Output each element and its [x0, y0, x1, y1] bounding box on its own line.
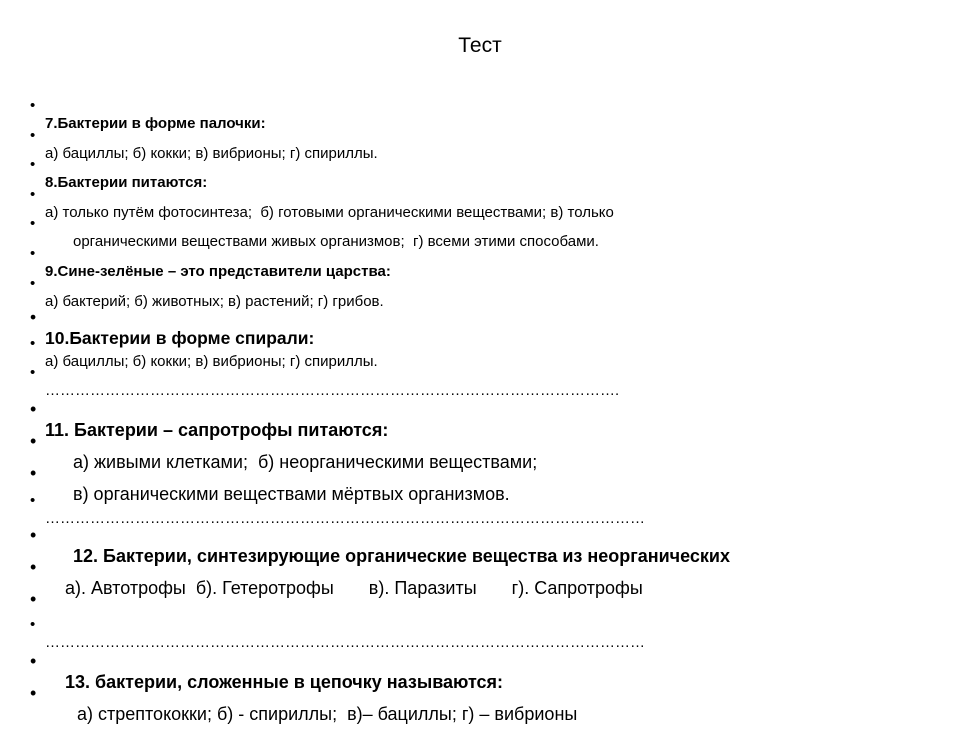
question-10-heading: 10.Бактерии в форме спирали: — [45, 328, 315, 348]
question-12-heading: 12. Бактерии, синтезирующие органические вещества из неорганических — [73, 546, 730, 567]
bullet-icon: • — [30, 462, 37, 483]
question-13-heading: 13. бактерии, сложенные в цепочку называются: — [65, 672, 504, 693]
question-11-options-1: а) живыми клетками; б) неорганическими веществами; — [73, 452, 538, 473]
question-13-options: а) стрептококки; б) - спириллы; в)– бациллы; г) – вибрионы — [77, 704, 578, 725]
bullet-icon: • — [30, 492, 36, 509]
question-11-heading: 11. Бактерии – сапротрофы питаются: — [45, 420, 389, 441]
dotted-line: ………………………………………………………………………………………………………… — [45, 634, 645, 651]
dotted-line: ………………………………………………………………………………………………………… — [45, 510, 645, 527]
bullet-icon: • — [30, 245, 36, 262]
question-8-options: а) только путём фотосинтеза; б) готовыми органическими веществами; в) только — [45, 204, 614, 221]
bullet-icon: • — [30, 215, 36, 232]
bullet-icon: • — [30, 398, 37, 419]
bullet-icon: • — [30, 650, 37, 671]
bullet-icon: • — [30, 430, 37, 451]
bullet-icon: • — [30, 364, 36, 381]
question-9-options: а) бактерий; б) животных; в) растений; г) грибов. — [45, 293, 384, 310]
question-11-options-2: в) органическими веществами мёртвых организмов. — [73, 484, 510, 505]
question-10-options: а) бациллы; б) кокки; в) вибрионы; г) спириллы. — [45, 353, 378, 370]
bullet-icon: • — [30, 97, 36, 114]
dotted-line: ……………………………………………………………………………………………………. — [45, 382, 620, 399]
bullet-icon: • — [30, 156, 36, 173]
page-title: Тест — [458, 34, 502, 57]
question-8-options-cont: органическими веществами живых организмов; г) всеми этими способами. — [73, 233, 599, 250]
bullet-icon: • — [30, 524, 37, 545]
bullet-icon: • — [30, 556, 37, 577]
bullet-icon: • — [30, 127, 36, 144]
question-7-heading: 7.Бактерии в форме палочки: — [45, 115, 266, 132]
question-7-options: а) бациллы; б) кокки; в) вибрионы; г) спириллы. — [45, 145, 378, 162]
bullet-icon: • — [30, 186, 36, 203]
bullet-icon: • — [30, 616, 36, 633]
bullet-icon: • — [30, 335, 36, 352]
bullet-icon: • — [30, 307, 37, 327]
question-8-heading: 8.Бактерии питаются: — [45, 174, 208, 191]
question-12-options: а). Автотрофы б). Гетеротрофы в). Паразиты г). Сапротрофы — [65, 578, 643, 599]
list-item — [30, 661, 940, 747]
bullet-icon: • — [30, 275, 36, 292]
bullet-icon: • — [30, 588, 37, 609]
question-9-heading: 9.Сине-зелёные – это представители царства: — [45, 263, 391, 280]
bullet-icon: • — [30, 682, 37, 703]
